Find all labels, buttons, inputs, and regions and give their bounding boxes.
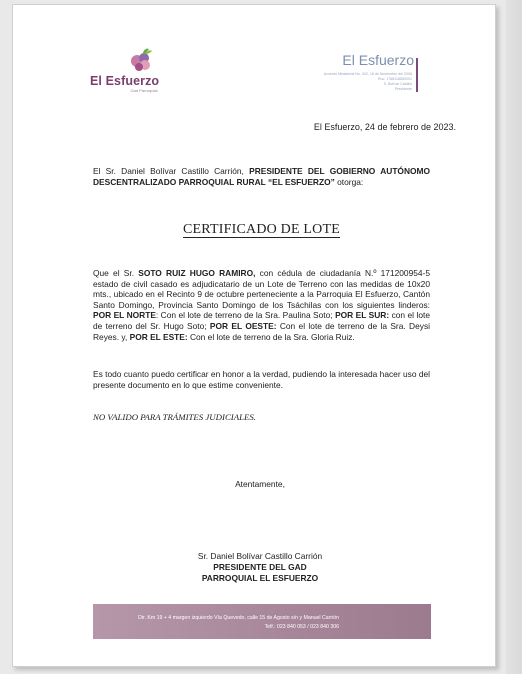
boundary-east: POR EL ESTE:	[129, 331, 188, 342]
letterhead-line: Presidente	[394, 87, 412, 91]
footer-phone: Telf.: 023 840 053 / 023 840 306	[264, 624, 339, 630]
intro-text-end: otorga:	[334, 176, 364, 187]
gad-logo	[74, 46, 184, 96]
logo-brand-text: El Esfuerzo	[90, 74, 160, 88]
footer-bar	[93, 604, 431, 639]
viewer-scroll-area	[506, 0, 522, 674]
letterhead-title: El Esfuerzo	[342, 52, 414, 68]
footer-address: Dir. Km 19 + 4 margen izquierdo Vía Quevedo, calle 15 de Agosto s/n y Manuel Carrión	[138, 615, 339, 621]
logo-subtitle: Gad Parroquial	[130, 88, 158, 93]
closing-paragraph: Es todo cuanto puedo certificar en honor a la verdad, pudiendo la interesada hacer uso del presente documento en lo que estime conveniente.	[93, 369, 430, 390]
letterhead-line: Acuerdo Ministerial No. 302, 16 de Noviembre del 2008	[323, 72, 412, 76]
letterhead-divider	[416, 58, 418, 92]
certificate-title-text: CERTIFICADO DE LOTE	[183, 222, 340, 237]
signer-institution: PARROQUIAL EL ESFUERZO	[201, 573, 319, 583]
flower-logo-icon	[128, 47, 154, 75]
body-text: : Con el lote de terreno de la Sra. Paulina Soto;	[155, 310, 336, 321]
body-text: Con el lote de terreno de la Sra. Deysi Reyes. y,	[93, 320, 430, 342]
intro-title-bold: PRESIDENTE DEL GOBIERNO AUTÓNOMO DESCENTRALIZADO PARROQUIAL RURAL “EL ESFUERZO”	[93, 166, 430, 187]
certificate-body	[93, 268, 430, 342]
boundary-north: POR EL NORTE	[93, 310, 156, 321]
boundary-west: POR EL OESTE:	[209, 320, 277, 331]
boundary-south: POR EL SUR:	[335, 310, 390, 321]
signer-name: Sr. Daniel Bolívar Castillo Carrión	[197, 551, 323, 561]
intro-text: El Sr. Daniel Bolívar Castillo Carrión,	[93, 166, 250, 176]
salutation: Atentamente,	[235, 479, 285, 489]
date-line: El Esfuerzo, 24 de febrero de 2023.	[313, 122, 456, 132]
signer-role: PRESIDENTE DEL GAD	[213, 562, 307, 572]
letterhead-line: Ruc: 1768118850001	[377, 77, 412, 81]
certificate-title	[93, 222, 430, 238]
body-text: Con el lote de terreno de la Sra. Gloria Ruiz.	[187, 331, 355, 342]
intro-paragraph	[93, 166, 430, 187]
validity-note: NO VALIDO PARA TRÁMITES JUDICIALES.	[93, 412, 256, 422]
letterhead-right	[262, 54, 422, 104]
holder-name: SOTO RUIZ HUGO RAMIRO,	[138, 268, 256, 278]
body-text: Que el Sr.	[93, 268, 139, 278]
signature-block	[150, 551, 370, 584]
body-text: con el lote de terreno del Sr. Hugo Soto;	[93, 310, 430, 331]
body-text: con cédula de ciudadanía N.º 171200954-5 estado de civil casado es adjudicatario de un Lote de Terreno con las medidas de 10x20 mts., ubicado en el Recinto 9 de octubre perteneciente a la Parroquia El Esfuerzo, Cantón Santo Domingo, Provincia Santo Domingo de los Tsáchilas con los siguientes linderos:	[93, 268, 430, 310]
letterhead-line: S. Bolívar Castillo	[383, 82, 412, 86]
